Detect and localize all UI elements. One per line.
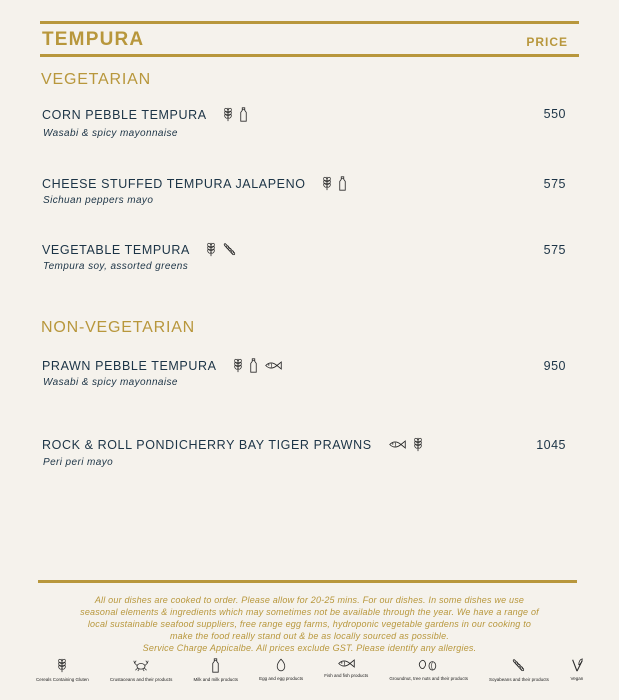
menu-item-name bbox=[42, 176, 347, 191]
header-top-rule bbox=[40, 21, 579, 24]
dish-description: Tempura soy, assorted greens bbox=[43, 261, 189, 272]
allergen-icons bbox=[206, 242, 237, 257]
legend-item bbox=[570, 658, 584, 682]
dish-description: Sichuan peppers mayo bbox=[43, 195, 154, 206]
price-column-heading: PRICE bbox=[526, 35, 568, 49]
legend-label: Cereals Containing Gluten bbox=[36, 677, 89, 682]
dish-price: 1045 bbox=[536, 438, 566, 452]
dish-price: 950 bbox=[543, 359, 566, 373]
menu-item-name bbox=[42, 242, 237, 257]
section-title-non-vegetarian: NON-VEGETARIAN bbox=[41, 319, 196, 336]
dish-name: ROCK & ROLL PONDICHERRY BAY TIGER PRAWNS bbox=[42, 437, 372, 452]
legend-item bbox=[110, 658, 173, 682]
gluten-icon bbox=[57, 658, 67, 674]
legend-label: Milk and milk products bbox=[193, 677, 239, 682]
fish-icon bbox=[388, 439, 407, 450]
footer-rule bbox=[38, 580, 577, 583]
gluten-icon bbox=[206, 242, 216, 257]
legend-label: Vegan bbox=[570, 676, 584, 681]
menu-item-name bbox=[42, 437, 423, 452]
egg-icon bbox=[276, 658, 286, 673]
allergen-icons bbox=[322, 176, 347, 191]
soybean-icon bbox=[222, 242, 237, 257]
dish-name: CHEESE STUFFED TEMPURA JALAPENO bbox=[42, 176, 306, 191]
soybean-icon bbox=[511, 658, 526, 674]
dish-description: Wasabi & spicy mayonnaise bbox=[43, 128, 178, 139]
menu-item-name bbox=[42, 358, 283, 373]
legend-label: Soyabeans and their products bbox=[489, 677, 549, 682]
legend-label: Fish and fish products bbox=[324, 673, 369, 678]
legend-item bbox=[194, 658, 239, 682]
crab-icon bbox=[133, 658, 149, 674]
milk-icon bbox=[239, 107, 248, 122]
milk-icon bbox=[249, 358, 258, 373]
fish-icon bbox=[337, 658, 356, 670]
page-title: TEMPURA bbox=[42, 29, 145, 50]
header-bottom-rule bbox=[40, 54, 579, 57]
menu-item-name bbox=[42, 107, 248, 122]
milk-icon bbox=[211, 658, 220, 674]
footer-line: Service Charge Appicalbe. All prices exclude GST. Please identify any allergies. bbox=[142, 643, 477, 653]
footer-line: All our dishes are cooked to order. Please allow for 20-25 mins. For our dishes. In some dishes we use bbox=[94, 595, 525, 605]
allergen-icons bbox=[223, 107, 248, 122]
dish-description: Wasabi & spicy mayonnaise bbox=[43, 377, 178, 388]
milk-icon bbox=[338, 176, 347, 191]
gluten-icon bbox=[322, 176, 332, 191]
footer-line: seasonal elements & ingredients which may sometimes not be available through the year. We have a range of bbox=[80, 607, 539, 617]
allergen-icons bbox=[388, 437, 423, 452]
footer-line: local sustainable seafood suppliers, free range egg farms, hydroponic vegetable gardens in our cooking to bbox=[87, 619, 532, 629]
gluten-icon bbox=[233, 358, 243, 373]
allergen-icons bbox=[233, 358, 283, 373]
dish-name: PRAWN PEBBLE TEMPURA bbox=[42, 358, 217, 373]
peanut-icon bbox=[418, 658, 440, 673]
gluten-icon bbox=[413, 437, 423, 452]
legend-item bbox=[389, 658, 468, 682]
legend-item bbox=[489, 658, 549, 682]
section-title-vegetarian: VEGETARIAN bbox=[41, 71, 151, 88]
legend-item bbox=[259, 658, 303, 682]
footer-notice bbox=[40, 594, 579, 654]
dish-description: Peri peri mayo bbox=[43, 457, 114, 468]
legend-label: Egg and egg products bbox=[259, 676, 304, 681]
vegan-icon bbox=[570, 658, 584, 673]
legend-label: Groundnut, tree nuts and their products bbox=[389, 676, 468, 681]
dish-price: 575 bbox=[543, 243, 566, 257]
legend-item bbox=[36, 658, 89, 682]
dish-name: VEGETABLE TEMPURA bbox=[42, 242, 190, 257]
dish-price: 575 bbox=[543, 177, 566, 191]
legend-label: Crustaceans and their products bbox=[109, 677, 173, 682]
fish-icon bbox=[264, 360, 283, 371]
legend-item bbox=[324, 658, 368, 682]
dish-price: 550 bbox=[543, 107, 566, 121]
gluten-icon bbox=[223, 107, 233, 122]
footer-line: make the food really stand out & be as locally sourced as possible. bbox=[169, 631, 450, 641]
dish-name: CORN PEBBLE TEMPURA bbox=[42, 107, 207, 122]
allergen-legend bbox=[36, 658, 584, 682]
